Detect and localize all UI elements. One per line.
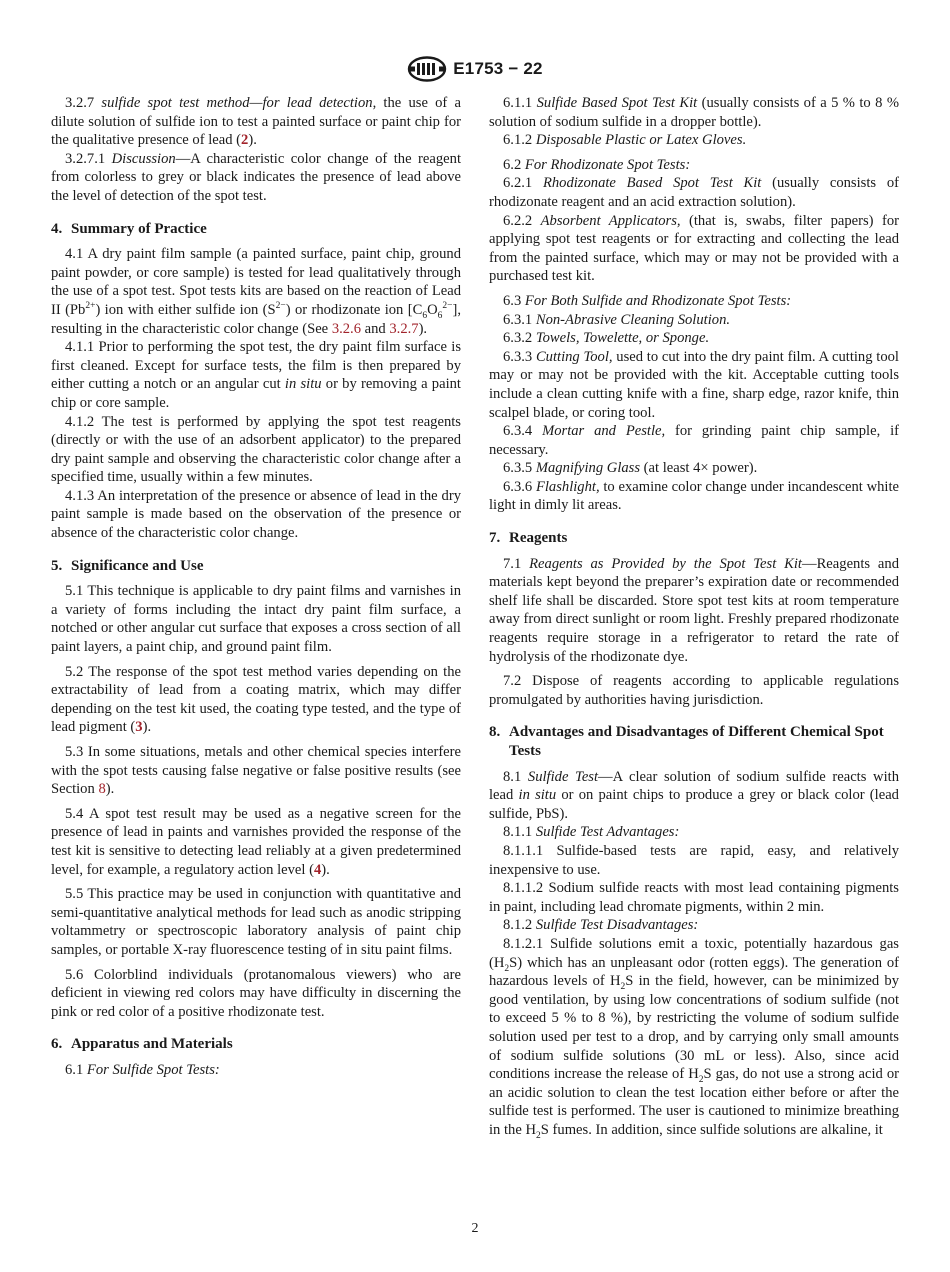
cross-reference-link[interactable]: 3.2.7	[389, 320, 419, 337]
paragraph-5-4: 5.4 A spot test result may be used as a negative screen for the presence of lead in paints and varnishes provided the response of the test kit is sensitive to detecting lead reliably at a given predetermined level, for example, a regulatory action level (4).	[51, 805, 461, 878]
paragraph-4-1: 4.1 A dry paint film sample (a painted surface, paint chip, ground paint powder, or core sample) is tested for lead qualitatively through the use of a spot test. Spot tests kits are based on the reaction of Lead II $(Pb^{2+})$ ion with either sulfide ion $(S^{2-})$ or rhodizonate ion $[C_6O_6^{2-}]$, resulting in the characteristic color change (See 3.2.6 and 3.2.7).	[51, 246, 461, 337]
section-heading-5: 5. Significance and Use	[51, 557, 204, 574]
paragraph-6-3: 6.3 For Both Sulfide and Rhodizonate Spot Tests:	[503, 292, 792, 309]
paragraph-6-2-1: 6.2.1 Rhodizonate Based Spot Test Kit (usually consists of rhodizonate reagent and an acid extraction solution).	[489, 175, 899, 210]
paragraph-6-3-1: 6.3.1 Non-Abrasive Cleaning Solution.	[503, 311, 731, 328]
paragraph-6-3-5: 6.3.5 Magnifying Glass (at least 4× power).	[503, 460, 758, 477]
paragraph-3-2-7: 3.2.7 sulfide spot test method—for lead detection, the use of a dilute solution of sulfide ion to test a painted surface or paint chip for the qualitative presence of lead (2).	[51, 95, 461, 149]
paragraph-8-1-1-2: 8.1.1.2 Sodium sulfide reacts with most lead containing pigments in paint, including lead chromate pigments, within 2 min.	[489, 880, 899, 915]
paragraph-8-1-2: 8.1.2 Sulfide Test Disadvantages:	[503, 917, 699, 934]
astm-logo-icon	[407, 56, 447, 82]
paragraph-4-1-1: 4.1.1 Prior to performing the spot test, the dry paint film surface is first cleaned. Except for surface tests, the film is then prepared by either cutting a notch or an angular cut in situ or by removing a paint chip or core sample.	[51, 339, 461, 411]
paragraph-4-1-3: 4.1.3 An interpretation of the presence or absence of lead in the dry paint sample is made based on the observation of the presence or absence of the characteristic color change.	[51, 487, 461, 542]
reference-link[interactable]: 4	[313, 861, 322, 878]
paragraph-7-2: 7.2 Dispose of reagents according to applicable regulations promulgated by authorities having jurisdiction.	[489, 673, 899, 708]
paragraph-6-3-2: 6.3.2 Towels, Towelette, or Sponge.	[503, 330, 710, 347]
page-number: 2	[471, 1221, 479, 1236]
paragraph-6-2: 6.2 For Rhodizonate Spot Tests:	[503, 156, 691, 173]
paragraph-6-3-6: 6.3.6 Flashlight, to examine color change under incandescent white light in dimly lit areas.	[489, 478, 899, 514]
paragraph-6-1-1: 6.1.1 Sulfide Based Spot Test Kit (usually consists of a 5 % to 8 % solution of sodium sulfide in a dropper bottle).	[489, 95, 899, 130]
paragraph-5-5: 5.5 This practice may be used in conjunction with quantitative and semi-quantitative analytical methods for lead such as anodic stripping voltammetry or spectroscopic laboratory analysis of paint chip samples, or portable X-ray fluorescence testing of in situ paint films.	[51, 886, 461, 958]
paragraph-3-2-7-1: 3.2.7.1 Discussion—A characteristic color change of the reagent from colorless to grey or black indicates the presence of lead above the level of detection of the spot test.	[51, 150, 461, 204]
cross-reference-link[interactable]: 3.2.6	[331, 320, 361, 337]
paragraph-5-2: 5.2 The response of the spot test method varies depending on the extractability of lead from a coating matrix, which may differ depending on the test kit used, the coating type tested, and the type of lead pigment (3).	[51, 663, 461, 736]
section-heading-6: 6. Apparatus and Materials	[51, 1036, 233, 1053]
paragraph-6-3-3: 6.3.3 Cutting Tool, used to cut into the dry paint film. A cutting tool may or may not be provided with the kit. Acceptable cutting tools include a clean cutting knife with a fine, sharp edge, razor knife, thin scalpel blade, or coring tool.	[489, 348, 899, 421]
section-heading-8: 8. Advantages and Disadvantages of Different Chemical Spot Tests	[489, 724, 884, 759]
reference-link[interactable]: 3	[135, 719, 143, 736]
paragraph-6-1-2: 6.1.2 Disposable Plastic or Latex Gloves.	[503, 132, 747, 149]
paragraph-8-1: 8.1 Sulfide Test—A clear solution of sodium sulfide reacts with lead in situ or on paint chips to produce a grey or black color (lead sulfide, PbS).	[489, 768, 899, 822]
right-column	[489, 94, 899, 1139]
paragraph-5-1: 5.1 This technique is applicable to dry paint films and varnishes in a variety of forms including the intact dry paint film surface, a notched or other angular cut surface that exposes a cross section of all paint layers, a paint chip, and ground paint film.	[51, 583, 461, 656]
paragraph-8-1-2-1: 8.1.2.1 Sulfide solutions emit a toxic, potentially hazardous gas $(H_2S)$ which has an unpleasant odor (rotten eggs). The generation of hazardous levels of $H_2S$ in the field, however, can be minimized by good ventilation, by using low concentrations of sodium sulfide (not to exceed 5 % to 8 %), by restricting the volume of sodium sulfide solution used per test to a drop, and by carrying only small amounts of sodium sulfide solutions (30 mL or less). Also, since acid conditions increase the release of $H_2S$ gas, do not use a strong acid or an acidic solution to clean the test location either before or after the sulfide test is performed. The user is cautioned to minimize breathing in the $H_2S$ fumes. In addition, since sulfide solutions are alkaline, it	[489, 935, 899, 1141]
paragraph-6-1: 6.1 For Sulfide Spot Tests:	[65, 1061, 220, 1078]
section-heading-4: 4. Summary of Practice	[51, 220, 207, 237]
reference-link[interactable]: 2	[241, 132, 249, 149]
left-column	[51, 94, 461, 1080]
paragraph-4-1-2: 4.1.2 The test is performed by applying the spot test reagents (directly or with the use of an adsorbent applicator) to the prepared dry paint sample and observing the characteristic color change after a specified time, usually within a few minutes.	[51, 413, 461, 486]
section-heading-7: 7. Reagents	[489, 530, 568, 547]
paragraph-5-3: 5.3 In some situations, metals and other chemical species interfere with the spot tests causing false negative or false positive results (see Section 8).	[51, 744, 461, 798]
paragraph-6-2-2: 6.2.2 Absorbent Applicators, (that is, swabs, filter papers) for applying spot test reagents or for extracting and collecting the lead from the painted surface, which may or may not be provided with a purchased test kit.	[489, 212, 899, 285]
page-header	[0, 56, 950, 82]
paragraph-8-1-1: 8.1.1 Sulfide Test Advantages:	[503, 824, 680, 841]
paragraph-5-6: 5.6 Colorblind individuals (protanomalous viewers) who are deficient in viewing red colors may have difficulty in discerning the pink or red color of a positive rhodizonate test.	[51, 966, 461, 1020]
paragraph-8-1-1-1: 8.1.1.1 Sulfide-based tests are rapid, easy, and relatively inexpensive to use.	[489, 842, 899, 878]
standard-designation: E1753 − 22	[453, 59, 543, 78]
paragraph-6-3-4: 6.3.4 Mortar and Pestle, for grinding paint chip sample, if necessary.	[489, 423, 899, 458]
cross-reference-link[interactable]: 8	[98, 781, 106, 798]
paragraph-7-1: 7.1 Reagents as Provided by the Spot Test Kit—Reagents and materials kept beyond the preparer’s expiration date or recommended shelf life shall be discarded. Store spot test kits at room temperature away from direct sunlight or room light. Freshly prepared rhodizonate reagents require storage in a refrigerator to retard the rate of hydrolysis of the rhodizonate dye.	[489, 555, 900, 665]
